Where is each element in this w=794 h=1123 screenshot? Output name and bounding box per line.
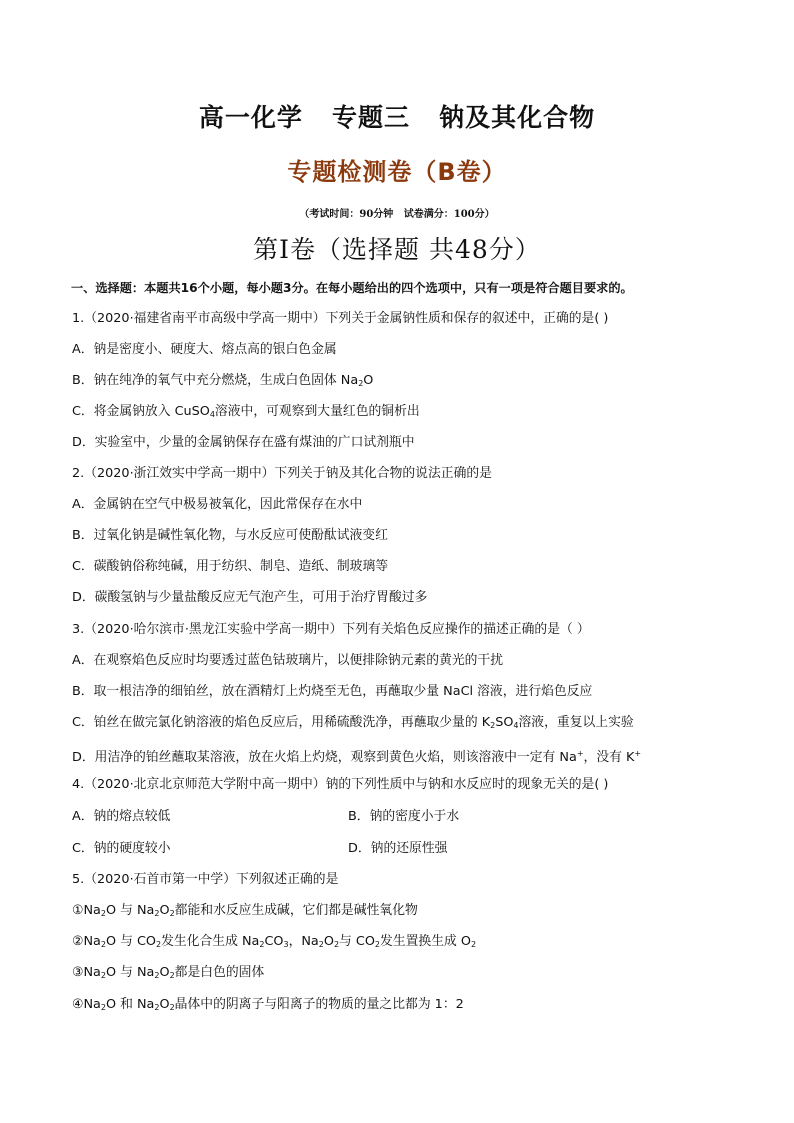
question-5-stem: 5.（2020·石首市第一中学）下列叙述正确的是 <box>72 872 339 887</box>
question-1-option-a: A．钠是密度小、硬度大、熔点高的银白色金属 <box>72 342 337 357</box>
question-1-option-b: B．钠在纯净的氧气中充分燃烧，生成白色固体 $Na_2O$ <box>72 373 374 388</box>
page-title: 高一化学 专题三 钠及其化合物 <box>198 103 596 132</box>
question-1-option-d: D．实验室中，少量的金属钠保存在盛有煤油的广口试剂瓶中 <box>72 435 415 450</box>
question-4-option-c: C．钠的硬度较小 <box>72 841 171 856</box>
question-2-option-d: D．碳酸氢钠与少量盐酸反应无气泡产生，可用于治疗胃酸过多 <box>72 590 428 605</box>
question-1-stem: 1.（2020·福建省南平市高级中学高一期中）下列关于金属钠性质和保存的叙述中，正确的是( ) <box>72 311 609 326</box>
question-4-option-d: D．钠的还原性强 <box>348 841 448 856</box>
question-4-stem: 4.（2020·北京北京师范大学附中高一期中）钠的下列性质中与钠和水反应时的现象无关的是( ) <box>72 777 609 792</box>
question-3-stem: 3.（2020·哈尔滨市·黑龙江实验中学高一期中）下列有关焰色反应操作的描述正确的是（ ） <box>72 622 590 637</box>
question-5-statement-1: $①Na_2O$ 与 $Na_2O_2$都能和水反应生成碱，它们都是碱性氧化物 <box>72 903 418 918</box>
question-5-statement-3: $③Na_2O$ 与 $Na_2O_2$都是白色的固体 <box>72 965 265 980</box>
question-2-option-c: C．碳酸钠俗称纯碱，用于纺织、制皂、造纸、制玻璃等 <box>72 559 389 574</box>
question-5-statement-4: $④Na_2O$ 和 $Na_2O_2$晶体中的阴离子与阳离子的物质的量之比都为 1：2 <box>72 997 464 1012</box>
question-3-option-a: A．在观察焰色反应时均要透过蓝色钴玻璃片，以便排除钠元素的黄光的干扰 <box>72 653 504 668</box>
question-1-option-c: C．将金属钠放入 CuSO$_4$溶液中，可观察到大量红色的铜析出 <box>72 404 420 419</box>
question-3-option-d: D．用洁净的铂丝蘸取某溶液，放在火焰上灼烧，观察到黄色火焰，则该溶液中一定有 Na+，没有 K+ <box>72 749 642 765</box>
question-4-option-b: B．钠的密度小于水 <box>348 809 460 824</box>
question-3-option-c: C．铂丝在做完氯化钠溶液的焰色反应后，用稀硫酸洗净，再蘸取少量的 $K_2SO_4$溶液，重复以上实验 <box>72 715 634 730</box>
question-3-option-b: B．取一根洁净的细铂丝，放在酒精灯上灼烧至无色，再蘸取少量 NaCl 溶液，进行焰色反应 <box>72 684 593 699</box>
page-subtitle: 专题检测卷（B卷） <box>287 158 507 186</box>
question-5-statement-2: $②Na_2O$ 与 $CO_2$发生化合生成 $Na_2CO_3$，$Na_2O_2$与 $CO_2$发生置换生成 $O_2$ <box>72 934 477 949</box>
question-2-option-b: B．过氧化钠是碱性氧化物，与水反应可使酚酞试液变红 <box>72 528 388 543</box>
question-2-option-a: A．金属钠在空气中极易被氧化，因此常保存在水中 <box>72 497 363 512</box>
exam-info: （考试时间：90分钟 试卷满分：100分） <box>299 209 495 220</box>
instructions: 一、选择题：本题共16个小题，每小题3分。在每小题给出的四个选项中，只有一项是符合题目要求的。 <box>71 281 633 295</box>
section-title: 第Ⅰ卷（选择题 共48分） <box>253 235 541 264</box>
question-2-stem: 2.（2020·浙江效实中学高一期中）下列关于钠及其化合物的说法正确的是 <box>72 466 492 481</box>
question-4-option-a: A．钠的熔点较低 <box>72 809 171 824</box>
